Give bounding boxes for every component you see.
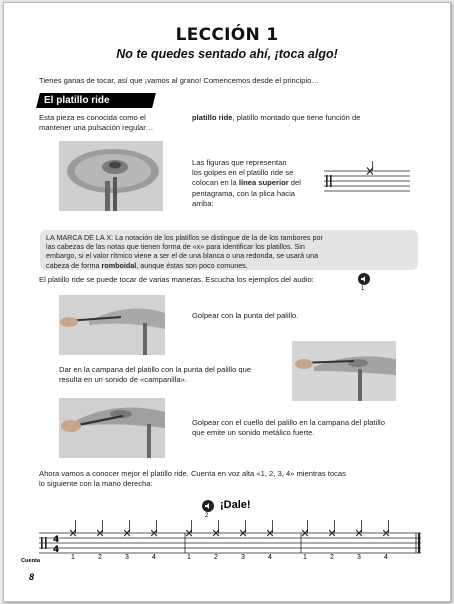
staff-explanation-line: arriba: bbox=[192, 198, 214, 208]
x-notehead bbox=[240, 520, 246, 536]
outro-text bbox=[39, 469, 429, 489]
book-page bbox=[3, 2, 451, 602]
audio-track-icon[interactable] bbox=[358, 273, 370, 292]
cymbal-shoulder-photo bbox=[59, 398, 165, 458]
x-notehead bbox=[383, 520, 389, 536]
intro-text: Tienes ganas de tocar, así que ¡vamos al grano! Comencemos desde el principio… bbox=[39, 76, 319, 85]
x-notehead bbox=[329, 520, 335, 536]
x-notehead bbox=[213, 520, 219, 536]
speaker-glyph bbox=[360, 275, 368, 283]
x-notehead bbox=[356, 520, 362, 536]
count-number: 2 bbox=[330, 554, 334, 561]
note-box-line: las cabezas de las notas que tienen forma de «x» para identificar los platillos. Sin bbox=[46, 242, 305, 252]
final-barline-thick bbox=[418, 533, 420, 553]
lesson-title: LECCIÓN 1 bbox=[175, 25, 279, 45]
staff-explanation-line: Las figuras que representan bbox=[192, 158, 287, 167]
count-number: 4 bbox=[384, 554, 388, 561]
cymbal-tip-photo bbox=[59, 295, 165, 355]
x-notehead bbox=[302, 520, 308, 536]
count-number: 1 bbox=[187, 554, 191, 561]
caption-line: Dar en la campana del platillo con la punta del palillo que bbox=[59, 365, 252, 374]
caption-shoulder bbox=[192, 418, 422, 438]
caption-line: que emite un sonido metálico fuerte. bbox=[192, 428, 315, 438]
section-title: El platillo ride bbox=[44, 95, 110, 106]
text-run: colocan en la bbox=[192, 178, 239, 188]
time-signature-bottom: 4 bbox=[53, 545, 60, 555]
count-number: 4 bbox=[152, 554, 156, 561]
note-box-line: embargo, si el valor rítmico viene a ser el de una blanca o una redonda, se usará una bbox=[46, 251, 319, 261]
time-signature-top: 4 bbox=[53, 535, 60, 545]
term-romboidal: romboidal bbox=[101, 260, 137, 270]
caption-bell bbox=[59, 365, 289, 385]
count-number: 2 bbox=[98, 554, 102, 561]
audio-track-number: 2 bbox=[205, 513, 209, 519]
count-number: 2 bbox=[214, 554, 218, 561]
note-box-line: LA MARCA DE LA X: La notación de los platillos se distingue de la de los tambores por bbox=[46, 233, 323, 242]
counting-label: Cuenta bbox=[21, 558, 40, 564]
text-run: , aunque éstas son poco comunes. bbox=[136, 260, 248, 270]
x-notehead bbox=[70, 520, 76, 536]
x-notehead bbox=[186, 520, 192, 536]
lesson-subtitle: No te quedes sentado ahí, ¡toca algo! bbox=[116, 47, 338, 61]
staff-explanation-line: pentagrama, con la plica hacia bbox=[192, 188, 296, 198]
bell-stroke-drawing bbox=[292, 341, 396, 401]
x-mark-note-box bbox=[40, 230, 418, 270]
count-number: 3 bbox=[125, 554, 129, 561]
text-run: del bbox=[288, 178, 301, 188]
count-number: 4 bbox=[268, 554, 272, 561]
paragraph1-line1-tail: , platillo montado que tiene función de bbox=[232, 113, 361, 122]
x-notehead bbox=[97, 520, 103, 536]
paragraph1-line2: mantener una pulsación regular… bbox=[39, 123, 154, 132]
dale-label: ¡Dale! bbox=[220, 499, 251, 511]
shoulder-stroke-drawing bbox=[59, 398, 165, 458]
paragraph1-line1-left: Esta pieza es conocida como el bbox=[39, 113, 146, 122]
count-number: 3 bbox=[357, 554, 361, 561]
count-number: 1 bbox=[71, 554, 75, 561]
x-notehead bbox=[124, 520, 130, 536]
caption-tip: Golpear con la punta del palillo. bbox=[192, 311, 299, 320]
count-number: 3 bbox=[241, 554, 245, 561]
counts-row bbox=[4, 554, 450, 564]
note-box-line bbox=[46, 261, 412, 270]
audio-intro: El platillo ride se puede tocar de varias maneras. Escucha los ejemplos del audio: bbox=[39, 275, 314, 284]
text-run: cabeza de forma bbox=[46, 260, 102, 270]
ride-cymbal-photo bbox=[59, 141, 163, 211]
speaker-glyph bbox=[204, 502, 212, 510]
x-notehead bbox=[151, 520, 157, 536]
ride-cymbal-drawing bbox=[59, 141, 163, 211]
count-number: 1 bbox=[303, 554, 307, 561]
staff-explanation-line: los golpes en el platillo ride se bbox=[192, 168, 294, 178]
paragraph1-line1-right bbox=[192, 113, 360, 123]
caption-line: resulta en un sonido de «campanilla». bbox=[59, 375, 187, 385]
page-number: 8 bbox=[29, 572, 35, 582]
x-notehead bbox=[367, 161, 373, 175]
x-notehead bbox=[267, 520, 273, 536]
outro-line: Ahora vamos a conocer mejor el platillo ride. Cuenta en voz alta «1, 2, 3, 4» mientras tocas bbox=[39, 469, 346, 478]
cymbal-bell-photo bbox=[292, 341, 396, 401]
outro-line: lo siguiente con la mano derecha: bbox=[39, 479, 153, 489]
audio-track-number: 1 bbox=[361, 286, 365, 292]
tip-stroke-drawing bbox=[59, 295, 165, 355]
term-platillo-ride: platillo ride bbox=[192, 113, 233, 122]
audio-track-icon[interactable] bbox=[202, 500, 214, 519]
caption-line: Golpear con el cuello del palillo en la campana del platillo bbox=[192, 418, 385, 427]
ride-notation-staff bbox=[320, 161, 412, 197]
term-linea-superior: línea superior bbox=[238, 178, 289, 188]
